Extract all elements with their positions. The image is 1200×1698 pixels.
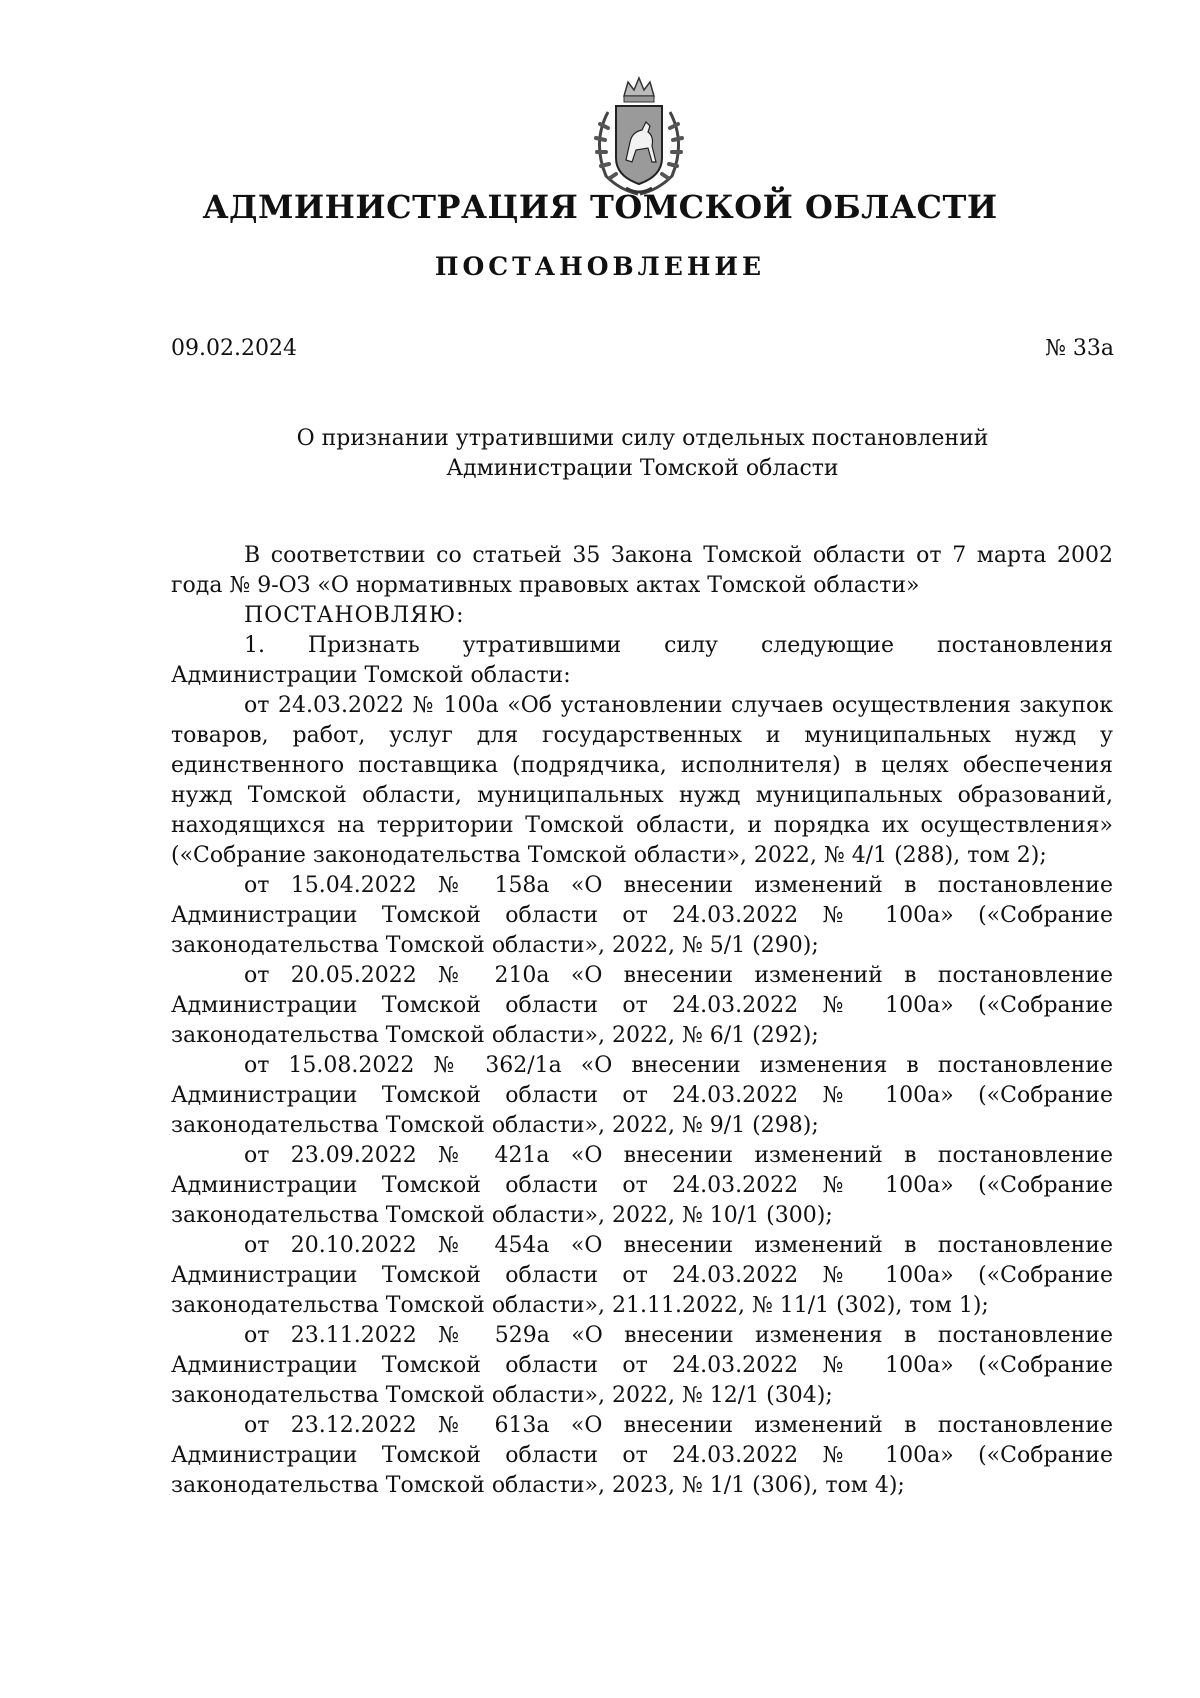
tomsk-region-coat-of-arms-icon [586,72,692,202]
document-type: ПОСТАНОВЛЕНИЕ [434,252,766,281]
intro-paragraph: В соответствии со статьей 35 Закона Томской области от 7 марта 2002 года № 9-ОЗ «О нормативных правовых актах Томской области» [171,543,1113,598]
act-paragraph: от 23.11.2022 № 529а «О внесении изменения в постановление Администрации Томской области от 24.03.2022 № 100а» («Собрание законодательства Томской области», 2022, № 12/1 (304); [171,1323,1113,1408]
document-title [171,424,1114,484]
item-paragraph: 1. Признать утратившими силу следующие постановления Администрации Томской области: [171,633,1113,688]
title-line: Администрации Томской области [446,456,839,481]
document-date: 09.02.2024 [171,336,297,361]
act-paragraph: от 15.08.2022 № 362/1а «О внесении изменения в постановление Администрации Томской области от 24.03.2022 № 100а» («Собрание законодательства Томской области», 2022, № 9/1 (298); [171,1053,1113,1138]
act-paragraph: от 23.12.2022 № 613а «О внесении изменений в постановление Администрации Томской области от 24.03.2022 № 100а» («Собрание законодательства Томской области», 2023, № 1/1 (306), том 4); [171,1413,1113,1498]
document-number: № 33a [1045,336,1114,361]
act-paragraph: от 20.05.2022 № 210а «О внесении изменений в постановление Администрации Томской области от 24.03.2022 № 100а» («Собрание законодательства Томской области», 2022, № 6/1 (292); [171,963,1113,1048]
organization-name: АДМИНИСТРАЦИЯ ТОМСКОЙ ОБЛАСТИ [202,188,998,226]
act-paragraph: от 23.09.2022 № 421а «О внесении изменений в постановление Администрации Томской области от 24.03.2022 № 100а» («Собрание законодательства Томской области», 2022, № 10/1 (300); [171,1143,1113,1228]
act-paragraph: от 24.03.2022 № 100а «Об установлении случаев осуществления закупок товаров, работ, услуг для государственных и муниципальных нужд у единственного поставщика (подрядчика, исполнителя) в целях обеспечения нужд Томской области, муниципальных нужд муниципальных образований, находящихся на территории Томской области, и порядка их осуществления» («Собрание законодательства Томской области», 2022, № 4/1 (288), том 2); [171,693,1113,868]
decree-word: ПОСТАНОВЛЯЮ: [244,603,465,628]
title-line: О признании утратившими силу отдельных постановлений [296,426,989,451]
document-body [171,541,1113,1501]
act-paragraph: от 20.10.2022 № 454а «О внесении изменений в постановление Администрации Томской области от 24.03.2022 № 100а» («Собрание законодательства Томской области», 21.11.2022, № 11/1 (302), том 1); [171,1233,1113,1318]
act-paragraph: от 15.04.2022 № 158а «О внесении изменений в постановление Администрации Томской области от 24.03.2022 № 100а» («Собрание законодательства Томской области», 2022, № 5/1 (290); [171,873,1113,958]
